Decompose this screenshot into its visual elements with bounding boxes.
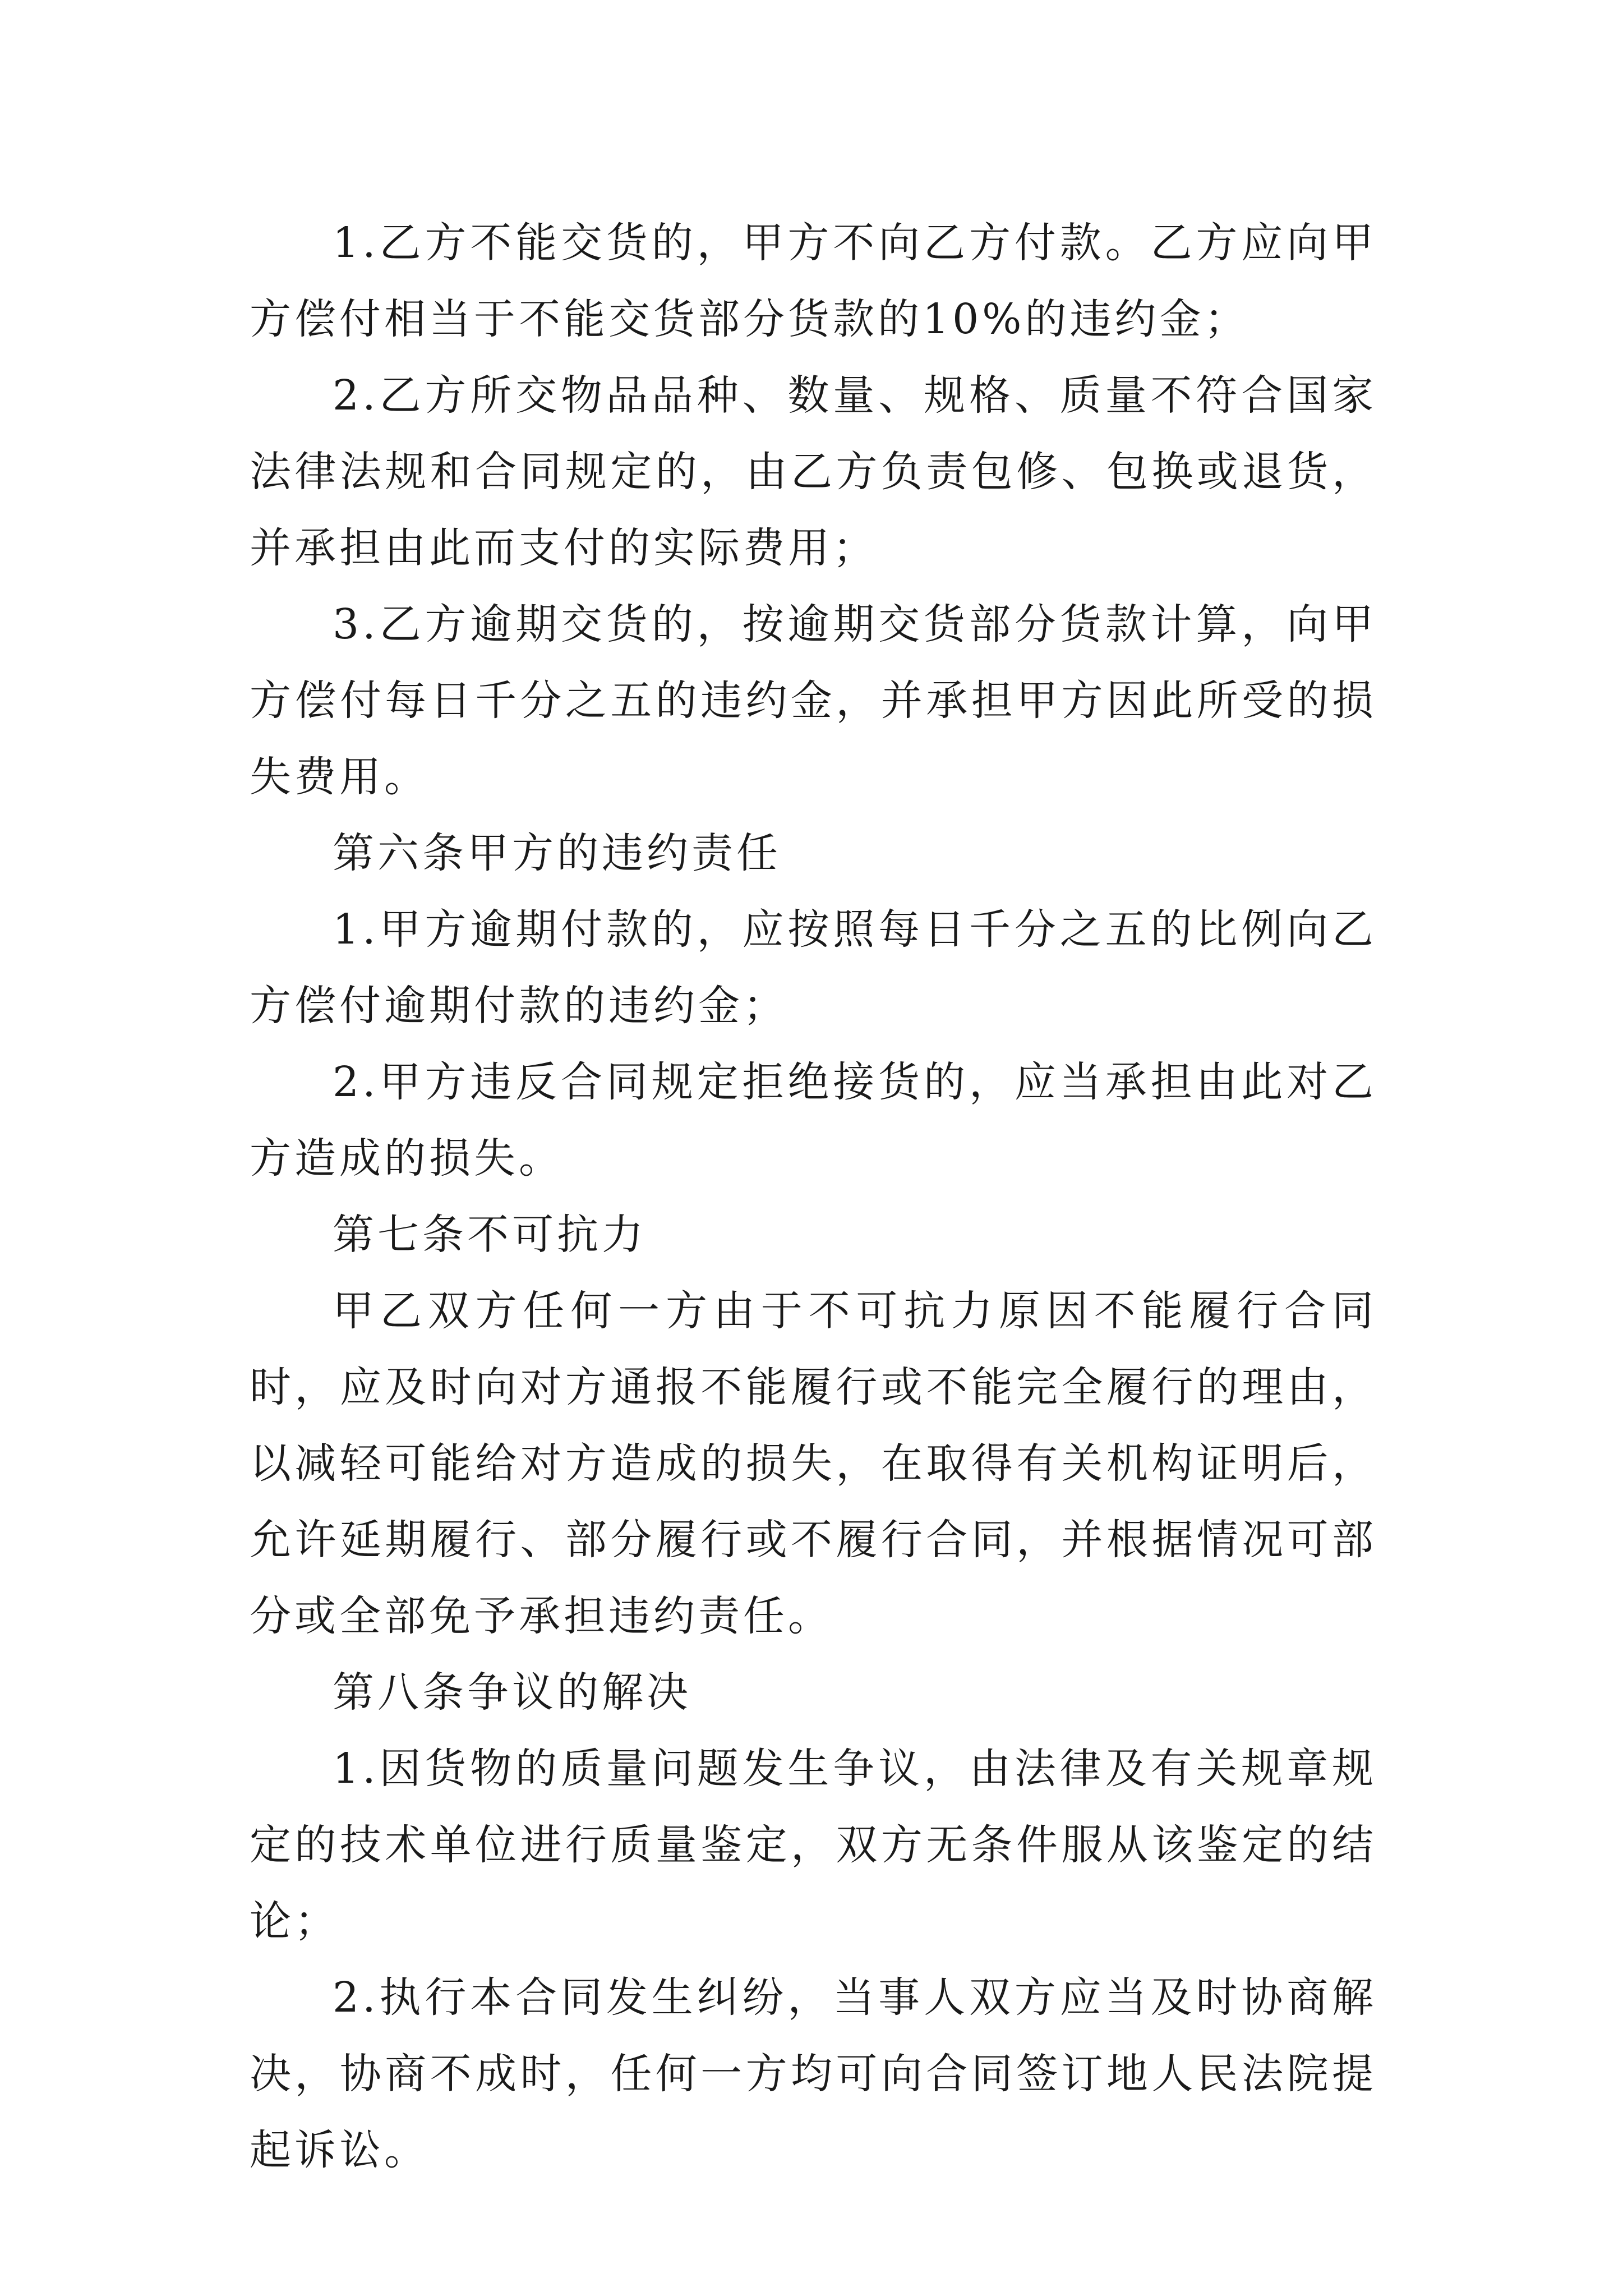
clause-force-majeure: 甲乙双方任何一方由于不可抗力原因不能履行合同时，应及时向对方通报不能履行或不能完全履行的理由，以减轻可能给对方造成的损失，在取得有关机构证明后，允许延期履行、部分履行或不履行合同，并根据情况可部分或全部免予承担违约责任。 bbox=[250, 1287, 1377, 1640]
document-body bbox=[250, 205, 1377, 2188]
clause-seller-late-delivery: 3.乙方逾期交货的，按逾期交货部分货款计算，向甲方偿付每日千分之五的违约金，并承担甲方因此所受的损失费用。 bbox=[250, 600, 1377, 801]
article-6-heading: 第六条甲方的违约责任 bbox=[333, 829, 781, 877]
clause-buyer-refuse-goods: 2.甲方违反合同规定拒绝接货的，应当承担由此对乙方造成的损失。 bbox=[250, 1058, 1377, 1182]
article-7-heading: 第七条不可抗力 bbox=[333, 1211, 647, 1259]
clause-seller-no-delivery: 1.乙方不能交货的，甲方不向乙方付款。乙方应向甲方偿付相当于不能交货部分货款的10%的违约金； bbox=[250, 219, 1377, 343]
clause-litigation: 2.执行本合同发生纠纷，当事人双方应当及时协商解决，协商不成时，任何一方均可向合同签订地人民法院提起诉讼。 bbox=[250, 1973, 1377, 2174]
clause-buyer-late-payment: 1.甲方逾期付款的，应按照每日千分之五的比例向乙方偿付逾期付款的违约金； bbox=[250, 905, 1377, 1030]
clause-seller-nonconforming-goods: 2.乙方所交物品品种、数量、规格、质量不符合国家法律法规和合同规定的，由乙方负责包修、包换或退货，并承担由此而支付的实际费用； bbox=[250, 371, 1377, 572]
article-8-heading: 第八条争议的解决 bbox=[333, 1668, 691, 1717]
clause-quality-dispute: 1.因货物的质量问题发生争议，由法律及有关规章规定的技术单位进行质量鉴定，双方无条件服从该鉴定的结论； bbox=[250, 1745, 1377, 1945]
